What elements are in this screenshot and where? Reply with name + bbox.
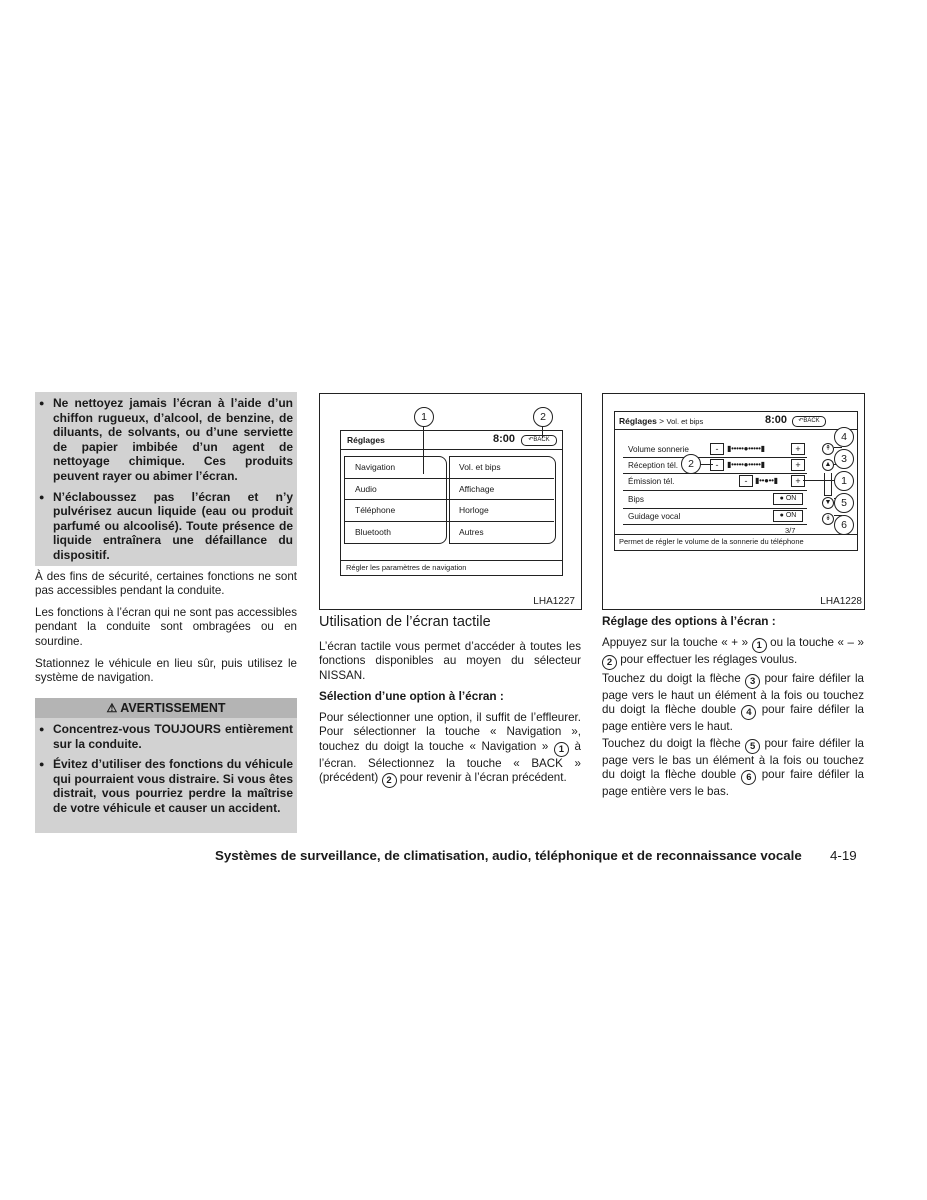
callout-4: 4 bbox=[834, 427, 854, 447]
up-arrow-icon[interactable]: ▲ bbox=[822, 459, 834, 471]
ref-4: 4 bbox=[741, 705, 756, 720]
ref-2: 2 bbox=[602, 655, 617, 670]
caution-box bbox=[35, 392, 297, 566]
double-down-arrow-icon[interactable]: ↡ bbox=[822, 513, 834, 525]
paragraph-plus-minus: Appuyez sur la touche « + » 1 ou la touche « – » 2 pour effectuer les réglages voulus. bbox=[602, 636, 864, 668]
row-reception-tel[interactable]: Réception tél. bbox=[628, 461, 679, 470]
guidage-toggle[interactable]: ● ON bbox=[773, 510, 803, 522]
minus-button[interactable]: - bbox=[710, 459, 724, 471]
warning-bullet-distraction: ● Évitez d’utiliser des fonctions du véhicule qui pourraient vous distraire. Si vous êtes distrait, vous pourriez perdre la maîtrise de votre véhicule et causer un accident. bbox=[35, 757, 293, 815]
menu-row-divider bbox=[344, 478, 554, 479]
callout-1: 1 bbox=[834, 471, 854, 491]
page-indicator: 3/7 bbox=[785, 526, 796, 535]
screen-title: Réglages > Vol. et bips bbox=[619, 416, 704, 426]
minus-button[interactable]: - bbox=[739, 475, 753, 487]
page-number: 4-19 bbox=[830, 848, 857, 863]
callout-2-leader bbox=[699, 464, 713, 465]
down-arrow-icon[interactable]: ▼ bbox=[822, 497, 834, 509]
callout-2: 2 bbox=[533, 407, 553, 427]
header-divider bbox=[615, 429, 857, 430]
paragraph-intro: L’écran tactile vous permet d’accéder à toutes les fonctions disponibles au moyen du sélecteur NISSAN. bbox=[319, 640, 581, 682]
double-up-arrow-icon[interactable]: ↟ bbox=[822, 443, 834, 455]
back-label: BACK bbox=[803, 418, 820, 424]
plus-button[interactable]: + bbox=[791, 443, 805, 455]
status-divider bbox=[615, 534, 857, 535]
vol-bips-screen bbox=[614, 411, 858, 551]
callout-3: 3 bbox=[834, 449, 854, 469]
callout-1: 1 bbox=[414, 407, 434, 427]
caution-bullet-cleaning: ● Ne nettoyez jamais l’écran à l’aide d’un chiffon rugueux, d’alcool, de benzine, de diluants, de solvants, ou d’une serviette de papier imbibée d’un agent de nettoyage chimique. Ces produits peuvent rayer ou abimer l’écran. bbox=[35, 396, 293, 484]
row-divider bbox=[623, 508, 807, 509]
caution-bullet-liquid: ● N’éclaboussez pas l’écran et n’y pulvérisez aucun liquide (eau ou produit parfumé ou alcoolisé). Toute présence de liquide entraînera une défaillance du dispositif. bbox=[35, 490, 293, 563]
section-heading: Utilisation de l’écran tactile bbox=[319, 614, 491, 630]
minus-button[interactable]: - bbox=[710, 443, 724, 455]
menu-row-divider bbox=[344, 499, 554, 500]
header-divider bbox=[341, 449, 562, 450]
row-guidage-vocal[interactable]: Guidage vocal bbox=[628, 512, 681, 521]
paragraph-park-vehicle: Stationnez le véhicule en lieu sûr, puis utilisez le système de navigation. bbox=[35, 657, 297, 685]
ref-2: 2 bbox=[382, 773, 397, 788]
ref-6: 6 bbox=[741, 770, 756, 785]
back-label: BACK bbox=[533, 437, 550, 443]
status-text: Permet de régler le volume de la sonnerie du téléphone bbox=[619, 537, 804, 546]
back-button[interactable] bbox=[792, 416, 826, 427]
row-volume-sonnerie[interactable]: Volume sonnerie bbox=[628, 445, 689, 454]
settings-screen bbox=[340, 430, 563, 576]
back-arrow-icon: ↶ bbox=[528, 437, 534, 443]
status-divider bbox=[341, 560, 562, 561]
paragraph-scroll-up: Touchez du doigt la flèche 3 pour faire défiler la page vers le haut un élément à la fois ou touchez du doigt la flèche double 4 pour faire défiler la page entière vers le haut. bbox=[602, 672, 864, 734]
row-divider bbox=[623, 524, 807, 525]
ref-1: 1 bbox=[752, 638, 767, 653]
screen-title: Réglages bbox=[347, 435, 385, 445]
menu-horloge[interactable]: Horloge bbox=[459, 505, 489, 515]
scroll-track[interactable] bbox=[824, 473, 832, 496]
clock: 8:00 bbox=[765, 414, 788, 426]
reception-slider[interactable]: ▮•••••●•••••▮ bbox=[727, 460, 765, 469]
clock: 8:00 bbox=[493, 433, 516, 445]
menu-autres[interactable]: Autres bbox=[459, 527, 484, 537]
ref-3: 3 bbox=[745, 674, 760, 689]
figure-id: LHA1228 bbox=[820, 596, 862, 607]
emission-slider[interactable]: ▮••●••▮ bbox=[755, 476, 778, 485]
paragraph-selection: Pour sélectionner une option, il suffit de l’effleurer. Pour sélectionner la touche « Navigation », touchez du doigt la touche « Navigation » 1 à l’écran. Sélectionnez la touche « BACK » (précédent) 2 pour revenir à l’écran précédent. bbox=[319, 711, 581, 787]
warning-title: AVERTISSEMENT bbox=[120, 701, 226, 715]
menu-audio[interactable]: Audio bbox=[355, 484, 377, 494]
back-button[interactable] bbox=[521, 435, 557, 446]
row-divider bbox=[623, 457, 807, 458]
row-emission-tel[interactable]: Émission tél. bbox=[628, 477, 675, 486]
menu-vol-bips[interactable]: Vol. et bips bbox=[459, 462, 501, 472]
plus-button[interactable]: + bbox=[791, 459, 805, 471]
paragraph-shaded-functions: Les fonctions à l’écran qui ne sont pas accessibles pendant la conduite sont ombragées ou en sourdine. bbox=[35, 606, 297, 648]
figure-lha1228 bbox=[602, 393, 865, 610]
volume-slider[interactable]: ▮•••••●•••••▮ bbox=[727, 444, 765, 453]
callout-4-leader bbox=[834, 447, 842, 448]
paragraph-safety: À des fins de sécurité, certaines fonctions ne sont pas accessibles pendant la conduite. bbox=[35, 570, 297, 598]
footer-title: Systèmes de surveillance, de climatisation, audio, téléphonique et de reconnaissance vocale bbox=[215, 848, 802, 863]
warning-box bbox=[35, 718, 297, 833]
bips-toggle[interactable]: ● ON bbox=[773, 493, 803, 505]
callout-5: 5 bbox=[834, 493, 854, 513]
callout-6: 6 bbox=[834, 515, 854, 535]
callout-1-leader bbox=[423, 424, 424, 474]
subheading-selection: Sélection d’une option à l’écran : bbox=[319, 689, 504, 703]
warning-bullet-focus: ● Concentrez-vous TOUJOURS entièrement sur la conduite. bbox=[35, 722, 293, 751]
row-divider bbox=[623, 490, 807, 491]
menu-telephone[interactable]: Téléphone bbox=[355, 505, 396, 515]
callout-2: 2 bbox=[681, 454, 701, 474]
warning-triangle-icon: ⚠ bbox=[106, 701, 118, 715]
paragraph-scroll-down: Touchez du doigt la flèche 5 pour faire défiler la page vers le bas un élément à la fois ou touchez du doigt la flèche double 6 pour faire défiler la page entière vers le bas. bbox=[602, 737, 864, 799]
menu-bluetooth[interactable]: Bluetooth bbox=[355, 527, 391, 537]
menu-row-divider bbox=[344, 521, 554, 522]
ref-5: 5 bbox=[745, 739, 760, 754]
menu-navigation[interactable]: Navigation bbox=[355, 462, 396, 472]
ref-1: 1 bbox=[554, 742, 569, 757]
row-bips[interactable]: Bips bbox=[628, 495, 644, 504]
menu-affichage[interactable]: Affichage bbox=[459, 484, 495, 494]
figure-lha1227 bbox=[319, 393, 582, 610]
row-divider bbox=[623, 473, 807, 474]
warning-header bbox=[35, 698, 297, 718]
back-arrow-icon: ↶ bbox=[798, 418, 804, 424]
plus-button[interactable]: + bbox=[791, 475, 805, 487]
figure-id: LHA1227 bbox=[533, 596, 575, 607]
status-text: Régler les paramètres de navigation bbox=[346, 563, 467, 572]
subheading-options: Réglage des options à l’écran : bbox=[602, 614, 776, 628]
